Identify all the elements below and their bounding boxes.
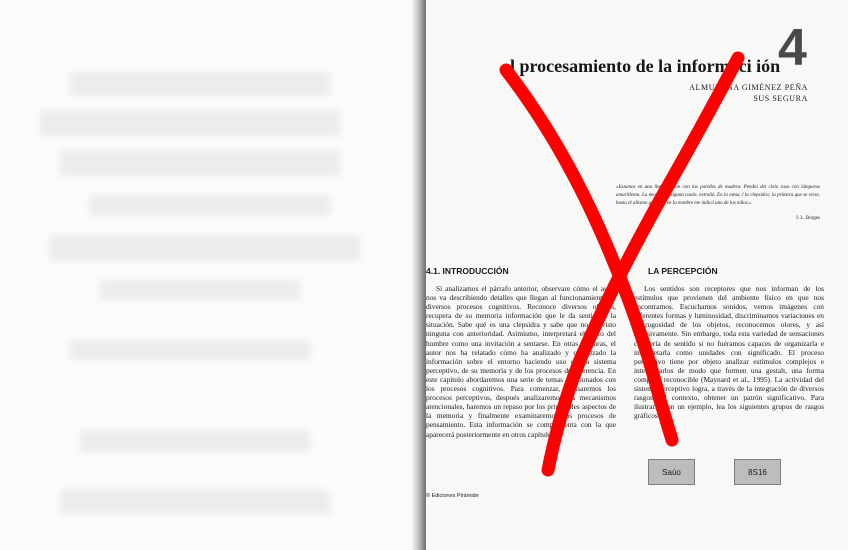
paragraph: Si analizamos el párrafo anterior, observare cómo el autor nos va describiendo detalles que llegan al funcionamiento de diversos procesos cognitivos. Reconoce diversos objetos, recupera de su memoria información que le da sentido a la situación. Sabe qué es una clepsidra y sabe que no ha visto ninguna con anterioridad. Asimismo, interpretará el gesto del hombre como una invitación a sentarse. En otras palabras, el autor nos ha relatado cómo ha analizado y organizado la información sobre el entorno haciendo uso de su sistema perceptivo, de su memoria y de los procesos de inferencia. En este capítulo abordaremos una serie de temas relacionados con los procesos cognitivos. Para comenzar, revisaremos los procesos perceptivos, después analizaremos los mecanismos atencionales, haremos un repaso por los principales aspectos de la memoria y finalmente examinaremos los procesos de pensamiento. Esta información se complementa con la que aparecerá posteriormente en otros capítulos.	[426, 284, 616, 439]
author-line: ALMUDENA GIMÉNEZ PEÑA	[689, 83, 808, 92]
example-box-2: 8S16	[734, 459, 781, 485]
epigraph: «Estamos en una llegada ción con las paredes de madera. Pendía del cielo raso con lámparas amarillenta. La mesa, por alguna razón, extrañó. En la mesa, l la clepsidra; la primera que se viese, hasta el abismo grabado en la nombre me indicó uno de los niños.»	[616, 185, 820, 206]
right-column-text	[634, 284, 824, 420]
copyright: © Ediciones Pirámide	[426, 493, 479, 499]
left-column-text	[426, 284, 616, 439]
section-heading-introduccion: 4.1. INTRODUCCIÓN	[426, 266, 509, 276]
running-header	[571, 8, 821, 13]
left-page-ghost	[0, 0, 420, 550]
example-box-1: Saúo	[648, 459, 695, 485]
document-page	[426, 0, 848, 550]
section-heading-percepcion: LA PERCEPCIÓN	[648, 266, 718, 276]
paragraph: Los sentidos son receptores que nos informan de los estímulos que provienen del ambiente físico en que nos encontramos. Escuchamos sonidos, vemos imágenes con diferentes formas y luminosidad, discriminamos variaciones en la rugosidad de los objetos, reconocemos olores, y así sucesivamente. Sin embargo, toda esta variedad de sensaciones carecería de sentido si no fuéramos capaces de organizarla e interpretarla como unidades con significado. El proceso perceptivo tiene por objeto analizar estímulos complejos e interpretarlos de modo que formen una gestalt, una forma completa reconocible (Maynard et al., 1995). La actividad del sistema perceptivo logra, a través de la integración de diversos rasgos del contexto, obtener un patrón significativo. Para ilustrarlo con un ejemplo, lea los siguientes grupos de rasgos gráficos:	[634, 284, 824, 421]
chapter-number: 4	[778, 19, 807, 77]
epigraph-author: J. L. Borges	[795, 216, 820, 221]
author-line: SUS SEGURA	[753, 94, 808, 103]
authors	[689, 82, 808, 104]
book-gutter	[412, 0, 426, 550]
chapter-title: l procesamiento de la informaci ión	[510, 56, 781, 76]
